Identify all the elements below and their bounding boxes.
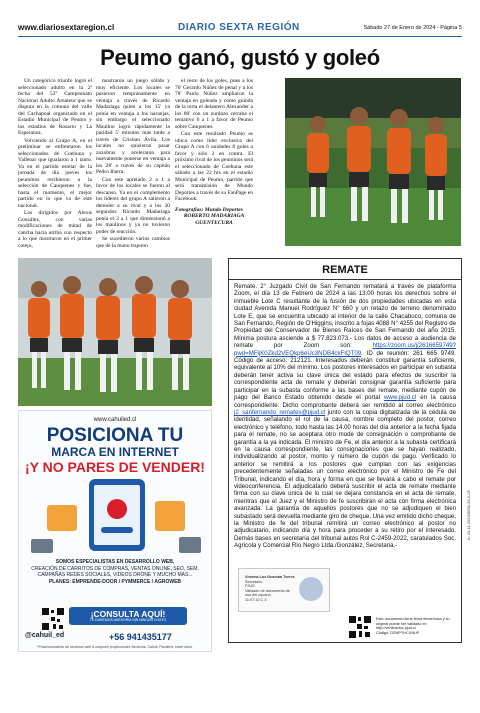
signer-role: Secretario bbox=[245, 579, 263, 584]
verification-note: Este documento tiene firma electrónica y su original puede ser validado en http://verificadoc.pjud.cl bbox=[376, 617, 450, 631]
remate-title: REMATE bbox=[322, 264, 368, 276]
signer-detail: Validado de documento de uso del usuario bbox=[245, 588, 290, 598]
pjud-link[interactable]: www.pjud.cl bbox=[383, 394, 417, 402]
paragraph: Con este resultado Peumo se ubica como líder exclusivo del Grupo A con 6 unidades 8 goles a favor y sólo 2 en contra. El próximo rival de los peumínos será el seleccionado de Coehuna este sábado a las 22 hrs en el estadio Municipal de Peumo, partido que será transmisión de Mundo Deportes a través de su FanPage en Facebook. bbox=[175, 131, 253, 202]
ad-headline-2: MARCA EN INTERNET bbox=[51, 445, 179, 459]
paragraph: mostraron un juego sólido y muy eficiente. Los locales se pusieron tempranamente en ventaja a través de Ricardo Madariaga quien a los 15' ya ponía en ventaja a los naranjas, sin embargo el seleccionado Maulino logró rápidamente la paridad 5' minutos más tarde a través de Cristian Ávila. Los locales no quisieron pasar zozobras y aceleraron para nuevamente ponerse en ventaja a los 28' a través de su capitán Pedro Ibarra. bbox=[96, 78, 170, 175]
date-page: Sábado 27 de Enero de 2024 - Página 5 bbox=[363, 24, 462, 31]
verification-code: Código: DZMPYHCXNUP bbox=[376, 630, 420, 635]
remate-body bbox=[234, 283, 456, 550]
consult-button-label: ¡CONSULTA AQUÍ! bbox=[90, 609, 166, 619]
remate-rule bbox=[229, 279, 461, 280]
ad-services-title: SOMOS ESPECIALISTAS EN DESARROLLO WEB, bbox=[55, 559, 175, 565]
match-photo-2 bbox=[18, 258, 212, 406]
article-column-2 bbox=[96, 78, 170, 255]
article-column-1 bbox=[18, 78, 92, 255]
photo-credit bbox=[175, 207, 253, 227]
consult-button-sub: TE DAREMOS ASESORÍA SIN NINGÚN COSTO bbox=[89, 618, 167, 622]
verification-block bbox=[348, 615, 456, 641]
advertisement[interactable] bbox=[18, 410, 212, 652]
headline: Peumo ganó, gustó y goleó bbox=[100, 45, 380, 70]
remate-text: Remate. 2° Juzgado Civil de San Fernando rematará a través de plataforma Zoom, el día 13 de Febrero de 2024 a las 13.00 horas los derechos sobre el inmueble Lote C resultante de la fusión de dos propiedades ubicadas en esta ciudad Avenida Manuel Rodríguez N° 660 y un retazo de terreno denominado Lote E, que se encuentra ubicado al interior de la calle Chacabuco, comuna de San Fernando, Región de O'Higgins, inscrito a fojas 4088 N° 4255 del Registro de Propiedad del Conservador de Bienes Raíces de San Fernando del año 2015. Mínima postura asciende a $ 77.823.073.- Los datos de acceso a audiencia de remate por Zoom son: bbox=[234, 283, 456, 350]
lock-icon bbox=[299, 577, 323, 601]
credit-label: Fotografías: Mundo Deportes bbox=[175, 206, 243, 213]
verification-qr-icon[interactable] bbox=[348, 615, 372, 639]
ad-footnote: *Posicionamiento de servicios web & mayores proyecciones Servicios: Cahuil, Pandemi, entre otros. bbox=[37, 645, 193, 649]
signature-details bbox=[245, 575, 295, 603]
ad-brand[interactable]: www.cahuiled.cl bbox=[93, 417, 137, 423]
signer-date: 11:07:10 C 3 bbox=[245, 597, 267, 602]
verification-text bbox=[376, 617, 456, 635]
consult-button[interactable] bbox=[69, 607, 187, 625]
paragraph: el resto de los goles, pues a los 70' Gerardo Núñez de penal y a los 78' Paulo Núñez ampliaron la ventaja en goleada y como guinda de la torta el delantero Alexander a los 80' con un zurdazo cerraba el tentativo 6 a 1 a favor de Peumo sobre Cauquenes. bbox=[175, 78, 253, 130]
ad-illustration bbox=[19, 475, 212, 559]
match-photo-2-image bbox=[18, 258, 212, 406]
side-code: A: 11-11-2023/0034-34-2-25 bbox=[466, 490, 471, 540]
credit-name: ROBERTO MADARIAGA GUENTECURA bbox=[183, 213, 245, 226]
signer-org: PJUD bbox=[245, 584, 255, 589]
electronic-signature bbox=[238, 568, 330, 612]
signer-name: Ximena Luz Guzmán Torres bbox=[245, 575, 295, 579]
ad-plans: PLANES: EMPRENDE-DOOR / PYMMERCE / AGROWEB bbox=[48, 578, 182, 585]
article-column-3 bbox=[175, 78, 253, 246]
phone-number[interactable]: +56 941435177 bbox=[109, 632, 172, 642]
remate-text: en la causa correspondiente. Dicho comprobante deberá ser remitido al correo electrónico bbox=[234, 394, 456, 409]
ad-services bbox=[25, 559, 205, 585]
page-header bbox=[18, 21, 462, 34]
qr-code-icon[interactable] bbox=[41, 607, 65, 631]
site-url[interactable]: www.diariosextaregion.cl bbox=[18, 23, 115, 32]
paragraph: Volviendo al Grupo A, en el preliminar se enfrentaron los seleccionados de Coehuna y Vallenar que igualaron a 1 tanto. Ya en el partido estelar de la jornada de dia jueves los peumínos recibieron a la selección de Cauquenes y fue, hasta el momento, el mejor partido en lo que va de este nacional. bbox=[18, 137, 92, 209]
instagram-handle[interactable]: @cahuil_ed bbox=[25, 632, 65, 639]
newspaper-name: DIARIO SEXTA REGIÓN bbox=[177, 22, 300, 33]
paragraph: Un categórico triunfo logró el seleccionado adulto en la 2ª fecha del 53° Campeonato Nacional Adulto Amateur que se disputa en la comuna del valle del Cachapoal organizado en el Estadio Municipal de Peumo y los estadios de Rosario y La Esperanza. bbox=[18, 78, 92, 136]
paragraph: Los dirigidos por Alexis González, con varias modificaciones de mitad de cancha hacia arriba con respecto a lo que mostraron en el primer cotejo, bbox=[18, 210, 92, 249]
remate-text: junto con la copia digitalizada de la cédula de identidad, señalando el rol de la causa, nombre completo del postor, correo electrónico y teléfono, todo hasta las 14.00 horas del día anterior a la fecha fijada para el remate, no se aceptara otro mode de consignación o comprobante de garantía a la ya indicada. El ministro de Fe, el día anterior a la subasta certificará en la causa correspondiente, las consignaciones que se hayan realizado, individualizando al postor, monto y número de cupón de pago. Verificado lo anterior se remitirá a los postores que cumplan con las exigencias precedentemente señaladas un correo electrónico por el Ministro de Fe del Tribunal, indicando el día, hora y forma en que se llevará a cabo el remate por videoconferencia. El adjudicatario deberá suscribir el acta de remate mediante firma con su clave única de lo cual se dejara constancia en el acta de remate, mientras que el Juez y el Ministro de fe suscribirán el acta con firma electrónica avanzada. La garantía de aquellos postores que no se adjudiquen el bien subastado será devuelta mediante giro de cheque. Una vez emitido dicho cheque, la Ministro de fe del tribunal remitirá un correo electrónico al postor no adjudicatario, indicando día y hora para proceder a su retiro por el interesado. Demás bases en secretaría del tribunal autos Rol C-2459-2022, caratulados Soc. Agrícola y Comercial Río Negro Ltda./González, Secretaria.- bbox=[234, 408, 457, 550]
paragraph: Se sucedieron varios cambios que de la mano trajeron bbox=[96, 236, 170, 249]
ad-headline-1: POSICIONA TU bbox=[46, 425, 184, 446]
match-photo-1-image bbox=[285, 78, 461, 246]
ad-headline-3: ¡Y NO PARES DE VENDER! bbox=[25, 459, 205, 475]
ad-services-list: CREACIÓN DE CARRITOS DE COMPRAS, VENTAS ONLINE, SEO, SEM, CAMPAÑAS REDES SOCIALES, VIDEOS DRONE Y MUCHO MAS... bbox=[31, 565, 199, 579]
email-link[interactable]: j2_sanfernando_remates@pjud.cl bbox=[234, 408, 326, 416]
header-rule bbox=[18, 36, 462, 37]
paragraph: Con este apretado 2 a 1 a favor de los locales se fueron al descanso. Ya en el complemento los líderes del grupo A salieron a demoler a su rival y a los 30 segundos Ricardo Madariaga ponía el 3 a 1 que dimensionó a los maulinos y ya no tuvieron poder de reacción. bbox=[96, 176, 170, 235]
zoom-link[interactable]: https://zoom.us/j/2616659749?pwd=MFljK0Zkd2VEQkp6eUc3NDB4ckFIQT09 bbox=[234, 342, 456, 357]
remate-text: . ID de reunión: 261 665 9749. Código de acceso: 212121. Interesados deberán constituir garantía suficiente, equivalente al 10% del mínimo. Los postores interesados en participar en subasta deberán tener activa su clave única del estado para efectos de suscribir la correspondiente acta de remate y deberán consignar garantía suficiente para participar en la subasta conforme a las bases del remate, mediante cupón de pago del Banco Estado obtenido desde el portal bbox=[234, 349, 456, 402]
match-photo-1 bbox=[285, 78, 461, 246]
